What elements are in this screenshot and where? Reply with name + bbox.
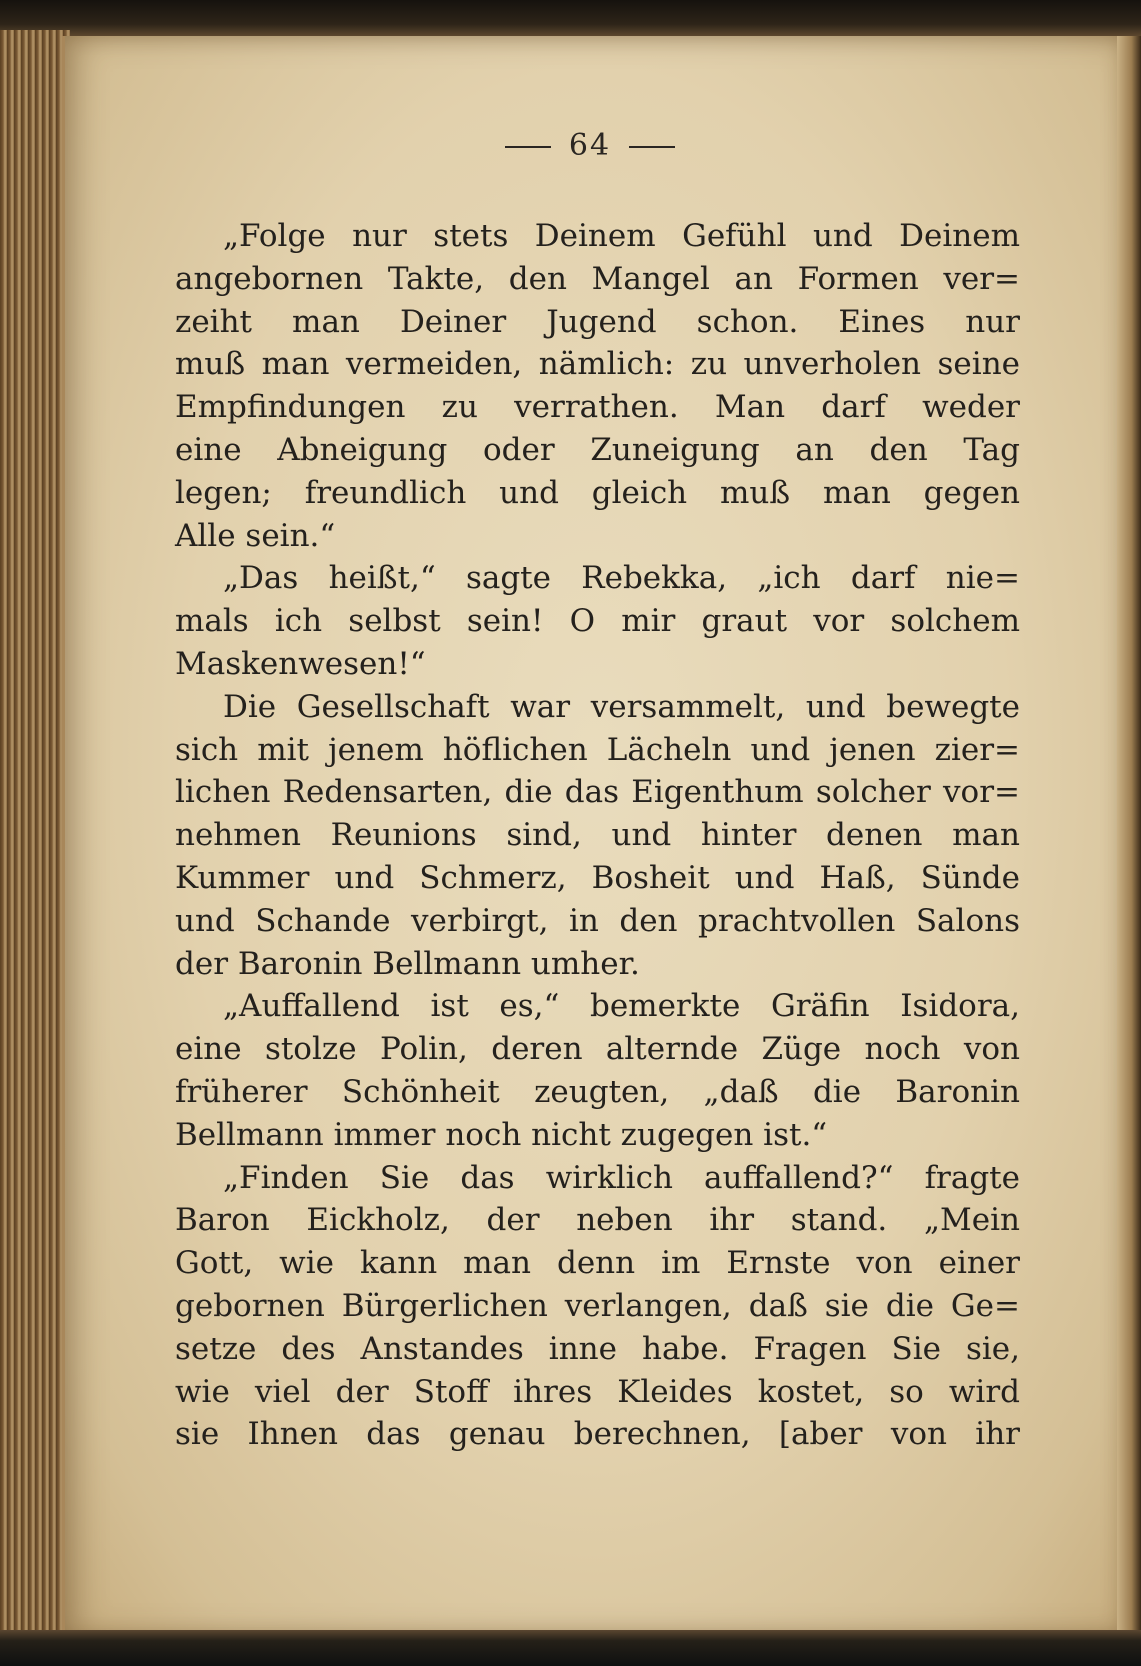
text-line: „Das heißt,“ sagte Rebekka, „ich darf nie= xyxy=(223,560,1020,597)
text-line: mals ich selbst sein! O mir graut vor solchem xyxy=(175,603,1020,640)
text-line: Baron Eickholz, der neben ihr stand. „Mein xyxy=(175,1202,1020,1239)
page-number-dash-right xyxy=(629,146,675,148)
page-number-value: 64 xyxy=(568,128,612,163)
body-text xyxy=(175,215,1020,1456)
right-page-edge xyxy=(1117,36,1141,1636)
text-line: lichen Redensarten, die das Eigenthum solcher vor= xyxy=(175,774,1020,811)
text-line: früherer Schönheit zeugten, „daß die Baronin xyxy=(175,1073,1020,1110)
top-binding-edge xyxy=(0,0,1141,40)
text-line: Die Gesellschaft war versammelt, und bewegte xyxy=(223,688,1020,725)
text-line: muß man vermeiden, nämlich: zu unverholen seine xyxy=(175,346,1020,383)
page-number xyxy=(460,128,720,163)
page-stack-edge xyxy=(0,30,70,1630)
text-line: Empfindungen zu verrathen. Man darf weder xyxy=(175,389,1020,426)
text-line: „Finden Sie das wirklich auffallend?“ fragte xyxy=(223,1159,1020,1196)
text-line: zeiht man Deiner Jugend schon. Eines nur xyxy=(175,303,1020,340)
text-line: sich mit jenem höflichen Lächeln und jenen zier= xyxy=(175,731,1020,768)
text-line: Maskenwesen!“ xyxy=(175,645,426,682)
text-line: sie Ihnen das genau berechnen, [aber von ihr xyxy=(175,1416,1020,1453)
text-line: Gott, wie kann man denn im Ernste von einer xyxy=(175,1245,1020,1282)
text-line: angebornen Takte, den Mangel an Formen ver= xyxy=(175,260,1020,297)
text-line: eine Abneigung oder Zuneigung an den Tag xyxy=(175,431,1020,468)
text-line: der Baronin Bellmann umher. xyxy=(175,945,640,982)
text-line: Kummer und Schmerz, Bosheit und Haß, Sünde xyxy=(175,859,1020,896)
text-line: setze des Anstandes inne habe. Fragen Sie sie, xyxy=(175,1330,1020,1367)
text-line: Alle sein.“ xyxy=(175,517,336,554)
text-line: „Auffallend ist es,“ bemerkte Gräfin Isidora, xyxy=(223,988,1020,1025)
text-line: „Folge nur stets Deinem Gefühl und Deinem xyxy=(223,218,1020,254)
text-line: wie viel der Stoff ihres Kleides kostet, so wird xyxy=(175,1373,1020,1410)
text-line: legen; freundlich und gleich muß man gegen xyxy=(175,474,1020,511)
text-line: eine stolze Polin, deren alternde Züge noch von xyxy=(175,1031,1020,1068)
text-line: und Schande verbirgt, in den prachtvollen Salons xyxy=(175,902,1020,939)
text-line: Bellmann immer noch nicht zugegen ist.“ xyxy=(175,1116,828,1153)
text-line: gebornen Bürgerlichen verlangen, daß sie die Ge= xyxy=(175,1287,1020,1324)
page-number-dash-left xyxy=(505,146,551,148)
text-line: nehmen Reunions sind, und hinter denen man xyxy=(175,817,1020,854)
bottom-binding-edge xyxy=(0,1630,1141,1666)
